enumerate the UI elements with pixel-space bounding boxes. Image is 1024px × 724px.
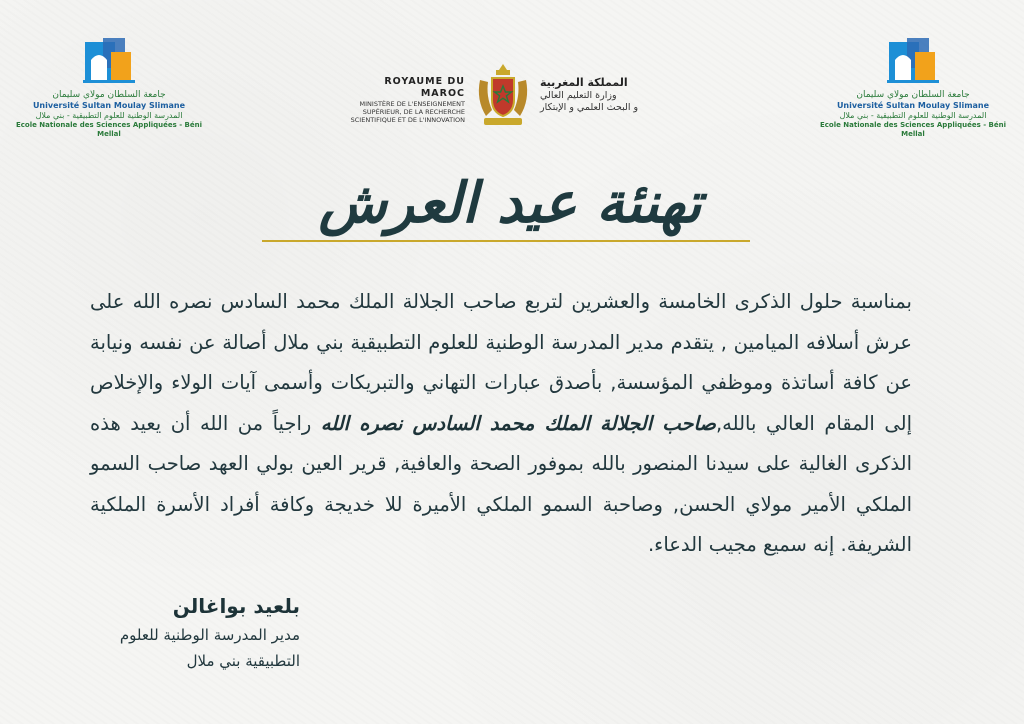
page-title: تهنئة عيد العرش <box>318 170 702 236</box>
ministry-header <box>340 60 670 130</box>
ministry-ar-line: وزارة التعليم العالي <box>540 90 617 101</box>
signatory-name: بلعيد بواغالن <box>172 594 300 618</box>
message-part-1: بمناسبة حلول الذكرى الخامسة والعشرين لتربع صاحب الجلالة الملك محمد السادس نصره الله على عرش أسلافه الميامين , يتقدم مدير المدرسة الوطنية للعلوم التطبيقية بني ملال أصالة عن نفسه ونيابة عن كافة أساتذة وموظفي المؤسسة, بأصدق عبارات التهاني والتبريكات وأسمى آيات الولاء والإخلاص إلى المقام العالي بالله, <box>90 290 912 435</box>
university-name-fr: Université Sultan Moulay Slimane <box>32 101 186 110</box>
signature-block <box>60 590 300 674</box>
ministry-name-ar <box>540 76 670 114</box>
ministry-name-fr <box>340 76 465 124</box>
university-logo-right <box>818 36 1008 139</box>
message-highlight: صاحب الجلالة الملك محمد السادس نصره الله <box>320 411 716 435</box>
signatory-role: مدير المدرسة الوطنية للعلوم <box>119 626 300 644</box>
school-name-ar: المدرسة الوطنية للعلوم التطبيقية - بني ملال <box>839 111 987 120</box>
signatory-role: التطبيقية بني ملال <box>186 652 300 670</box>
title-underline <box>262 240 750 242</box>
school-name-fr: Ecole Nationale des Sciences Appliquées - Béni Mellal <box>819 121 1007 138</box>
message-part-2: راجياً من الله أن يعيد هذه الذكرى الغالية على سيدنا المنصور بالله بموفور الصحة والعافية, قرير العين بولي العهد صاحب السمو الملكي الأمير مولاي الحسن, وصاحبة السمو الملكي الأميرة للا خديجة وكافة أفراد الأسرة الملكية الشريفة. إنه سميع مجيب الدعاء. <box>90 411 912 556</box>
royal-coat-of-arms-icon <box>472 60 534 130</box>
university-logo-left <box>14 36 204 139</box>
university-name-ar: جامعة السلطان مولاي سليمان <box>856 90 970 100</box>
university-name-fr: Université Sultan Moulay Slimane <box>836 101 990 110</box>
university-emblem-icon <box>81 36 137 88</box>
kingdom-ar: المملكة المغربية <box>540 76 628 89</box>
congratulation-message <box>90 282 912 566</box>
school-name-fr: Ecole Nationale des Sciences Appliquées - Béni Mellal <box>15 121 203 138</box>
ministry-fr-line: MINISTÈRE DE L'ENSEIGNEMENT <box>359 100 465 108</box>
university-name-ar: جامعة السلطان مولاي سليمان <box>52 90 166 100</box>
kingdom-fr: ROYAUME DU MAROC <box>384 76 465 99</box>
ministry-ar-line: و البحث العلمي و الإبتكار <box>540 102 639 113</box>
ministry-fr-line: SUPÉRIEUR, DE LA RECHERCHE <box>362 108 465 116</box>
ministry-fr-line: SCIENTIFIQUE ET DE L'INNOVATION <box>350 116 465 124</box>
school-name-ar: المدرسة الوطنية للعلوم التطبيقية - بني ملال <box>35 111 183 120</box>
university-emblem-icon <box>885 36 941 88</box>
